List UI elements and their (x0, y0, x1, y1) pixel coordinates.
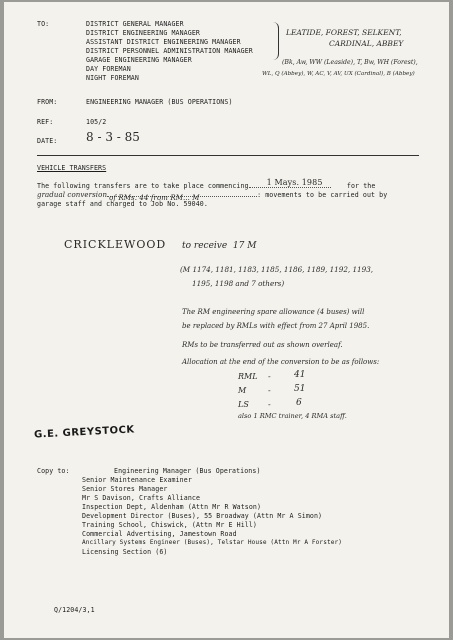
date-value: 8 - 3 - 85 (86, 130, 140, 144)
fleet-numbers-2: 1195, 1198 and 7 others) (192, 279, 285, 288)
intro-text: The following transfers are to take place commencing (37, 182, 249, 190)
allocation-intro: Allocation at the end of the conversion to be as follows: (182, 358, 380, 366)
fleet-numbers: (M 1174, 1181, 1183, 1185, 1186, 1189, 1192, 1193, (180, 265, 374, 274)
ref-value: 105/2 (86, 118, 107, 126)
intro-text: movements to be carried out by (265, 191, 388, 199)
from-value: ENGINEERING MANAGER (BUS OPERATIONS) (86, 98, 233, 106)
handwritten-garages-2: CARDINAL, ABBEY (329, 39, 404, 48)
allocation-count: 41 (294, 370, 306, 380)
recipient: DISTRICT GENERAL MANAGER (86, 20, 184, 28)
copy-recipient: Senior Maintenance Examiner (82, 476, 192, 484)
copy-recipient: Inspection Dept, Aldenham (Attn Mr R Watson) (82, 503, 262, 511)
copy-recipient: Development Director (Buses), 55 Broadway (Attn Mr A Simon) (82, 512, 323, 520)
intro-text: for the (346, 182, 376, 190)
footer-reference: Q/1204/3,1 (54, 606, 95, 614)
from-label: FROM: (37, 98, 58, 106)
header-divider (37, 155, 419, 156)
to-label: TO: (37, 20, 50, 28)
receive-line: to receive 17 M (182, 241, 257, 251)
copy-recipient: Training School, Chiswick, (Attn Mr E Hill) (82, 521, 257, 529)
intro-line-3: garage staff and charged to Job No. 59040. (37, 200, 208, 208)
recipient: DAY FOREMAN (86, 65, 131, 73)
copy-recipient: Licensing Section (6) (82, 548, 168, 556)
memo-page: TO: DISTRICT GENERAL MANAGER DISTRICT ENGINEERING MANAGER ASSISTANT DISTRICT ENGINEERING MANAGER DISTRICT PERSONNEL ADMINISTRATION MANAGER GARAGE ENGINEERING MANAGER DAY FOREMAN NIGHT FOREMAN LEATIDE, FOREST, SELKENT, CARDINAL, ABBEY (Bk, Aw, WW (Leaside), T, Bw, WH (Forest), WL, Q (Abbey), W, AC, V, AV, UX (Cardinal), B (Abbey) FROM: ENGINEERING MANAGER (BUS OPERATIONS) REF: 105/2 DATE: 8 - 3 - 85 VEHICLE TRANSFERS The following transfers are to take place commencing 1 Mays. 1985 for the gradual conversion of RMs. 44 from RM... M : movements to be carried out by garage staff and charged to Job No. 59040. CRICKLEWOOD to receive 17 M (M 1174, 1181, 1183, 1185, 1186, 1189, 1192, 1193, 1195, 1198 and 7 others) The RM engineering spare allowance (4 buses) will be replaced by RMLs with effect from 27 April 1985. RMs to be transferred out as shown overleaf. Allocation at the end of the conversion to be as follows: RML - 41 M - 51 LS - 6 also 1 RMC trainer, 4 RMA staff. G.E. GREYSTOCK Copy to: Engineering Manager (Bus Operations) Senior Maintenance Examiner Senior Stores Manager Mr S Davison, Crafts Alliance Inspection Dept, Aldenham (Attn Mr R Watson) Development Director (Buses), 55 Broadway (Attn Mr A Simon) Training School, Chiswick, (Attn Mr E Hill) Commercial Advertising, Jamestown Road Ancillary Systems Engineer (Buses), Telstar House (Attn Mr A Forster) Licensing Section (6) Q/1204/3,1 (4, 2, 449, 638)
recipient: GARAGE ENGINEERING MANAGER (86, 56, 192, 64)
allocation-count: 51 (294, 384, 306, 394)
handwritten-garage-codes-2: WL, Q (Abbey), W, AC, V, AV, UX (Cardinal), B (Abbey) (262, 71, 415, 77)
note-line: RMs to be transferred out as shown overleaf. (182, 341, 343, 349)
recipient: NIGHT FOREMAN (86, 74, 139, 82)
allocation-type: M (238, 386, 247, 395)
date-label: DATE: (37, 137, 58, 145)
copy-to-label: Copy to: (37, 467, 70, 475)
ref-label: REF: (37, 118, 54, 126)
garage-name: CRICKLEWOOD (64, 238, 167, 251)
signature-stamp: G.E. GREYSTOCK (33, 424, 135, 441)
note-line: The RM engineering spare allowance (4 buses) will (182, 308, 365, 316)
intro-line-2: gradual conversion of RMs. 44 from RM... M : movements to be carried out by (37, 191, 388, 202)
copy-recipient: Senior Stores Manager (82, 485, 168, 493)
copy-recipient: Engineering Manager (Bus Operations) (114, 467, 261, 475)
copy-recipient: Mr S Davison, Crafts Alliance (82, 494, 201, 502)
handwritten-garages: LEATIDE, FOREST, SELKENT, (286, 28, 402, 37)
recipient: DISTRICT PERSONNEL ADMINISTRATION MANAGER (86, 47, 253, 55)
handwritten-garage-codes: (Bk, Aw, WW (Leaside), T, Bw, WH (Forest), (282, 59, 418, 66)
copy-recipient: Commercial Advertising, Jamestown Road (82, 530, 237, 538)
allocation-count: 6 (296, 398, 302, 408)
allocation-type: RML (238, 372, 258, 381)
subject: VEHICLE TRANSFERS (37, 164, 107, 172)
conversion-handwritten: of RMs. 44 from RM... M (109, 194, 200, 202)
intro-handwritten: gradual conversion (37, 191, 108, 199)
recipients-brace (272, 22, 279, 60)
allocation-type: LS (238, 400, 249, 409)
intro-line-1 (37, 178, 376, 190)
recipient: DISTRICT ENGINEERING MANAGER (86, 29, 200, 37)
allocation-extra: also 1 RMC trainer, 4 RMA staff. (238, 412, 347, 420)
note-line: be replaced by RMLs with effect from 27 April 1985. (182, 322, 370, 330)
copy-recipient: Ancillary Systems Engineer (Buses), Telstar House (Attn Mr A Forster) (82, 539, 343, 546)
recipient: ASSISTANT DISTRICT ENGINEERING MANAGER (86, 38, 241, 46)
start-date-handwritten: 1 Mays. 1985 (266, 178, 323, 187)
